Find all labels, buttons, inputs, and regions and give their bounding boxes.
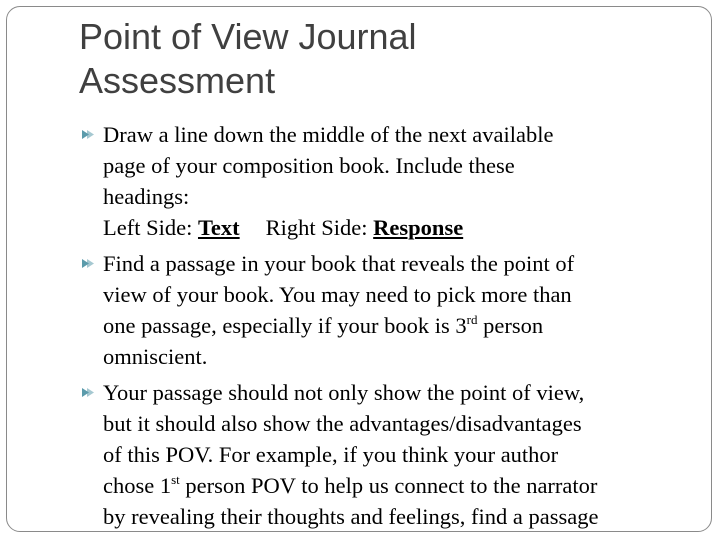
bullet-1-line-2: page of your composition book. Include these [103,153,515,178]
bullet-2-line-3-post: person [477,313,544,338]
bullet-3-line-3: of this POV. For example, if you think your author [103,442,559,467]
slide-frame [6,6,712,532]
bullet-2-line-3-sup: rd [466,311,478,327]
bullet-3-line-2: but it should also show the advantages/disadvantages [103,411,582,436]
left-side-label: Left Side: [103,215,198,240]
bullet-3-line-4-post: person POV to help us connect to the narrator [179,473,598,498]
headings-line [81,212,701,243]
bullet-2-line-1: Find a passage in your book that reveals the point of [103,251,575,276]
slide-title [79,15,417,103]
bullet-arrow-icon [81,386,95,399]
bullet-2-line-4: omniscient. [103,344,208,369]
right-side-label: Right Side: [265,215,374,240]
bullet-3-line-4-pre: chose 1 [103,473,172,498]
bullet-item-1 [81,119,701,212]
bullet-item-3 [81,377,701,532]
bullet-2-line-3-pre: one passage, especially if your book is 3 [103,313,467,338]
bullet-3-line-1: Your passage should not only show the point of view, [103,380,585,405]
right-side-value: Response [373,215,464,240]
bullet-arrow-icon [81,128,95,141]
bullet-2-line-2: view of your book. You may need to pick more than [103,282,572,307]
left-side-value: Text [197,215,240,240]
bullet-arrow-icon [81,257,95,270]
bullet-3-line-5: by revealing their thoughts and feelings, find a passage [103,504,599,529]
bullet-1-line-3: headings: [103,184,190,209]
bullet-item-2 [81,248,701,372]
bullet-1-line-1: Draw a line down the middle of the next available [103,122,554,147]
title-line-2: Assessment [79,60,276,101]
slide-body [81,119,701,532]
title-line-1: Point of View Journal [79,16,417,57]
bullet-3-line-4-sup: st [171,471,180,487]
